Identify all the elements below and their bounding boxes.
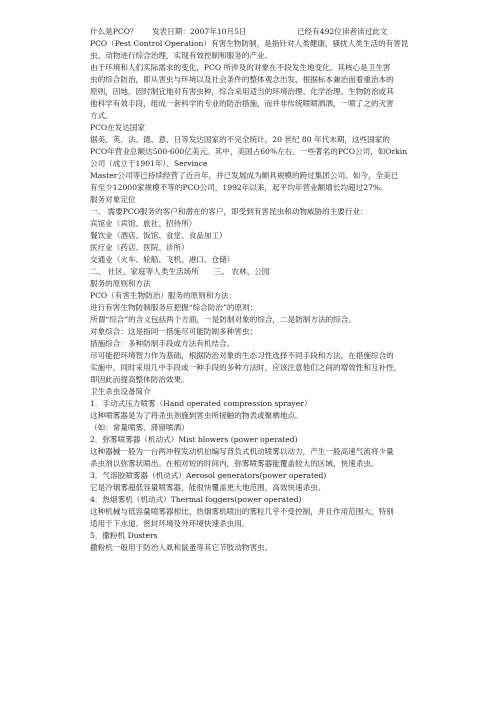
text-line: 一、 需要PCO服务的客户和潜在的客户，即受到有害昆虫和动物威胁的主要行业： [90, 207, 368, 216]
text-line: 5．撒粉机 Dusters [90, 531, 158, 540]
text-line: 进行有害生物防制服务应把握“综合防治”的原则； [90, 303, 258, 312]
text-line: 二、 社区、家庭等人类生活场所 三、 农林、公园 [90, 267, 270, 276]
text-line: 杀虫剂以弥雾状喷出。在相对短的时间内，弥雾喷雾器能覆盖较大的区域，快速杀虫。 [90, 459, 379, 468]
text-line: 即因此而提高整体防治效果。 [90, 375, 189, 384]
text-line: 由于环境和人们实际需求的变化，PCO 所涉及的对象在不段发生地变化。其核心是卫生害 [90, 63, 391, 72]
text-line: 虫的综合防治，即从害虫与环境以及社会条件的整体观念出发，根据标本兼治而着重治本的 [90, 75, 394, 84]
article-body [90, 38, 448, 554]
text-line: 交通业（火车、轮船、飞机、港口、仓储） [90, 255, 235, 264]
text-line: 尽可能把环境智力作为基础，根据防治对象的生态习性选择不同手段和方法，在措施综合的 [90, 351, 394, 360]
text-line: 宾馆业（宾馆、旅社、招待所） [90, 219, 197, 228]
text-line: 方式。 [90, 111, 113, 120]
text-line: 他科学有效手段，组成一套科学的专业的防治措施，而并非传统喷喷洒洒，一喷了之的灭害 [90, 99, 394, 108]
text-line: 对象综合：这是指同一措施尽可能防制多种害虫； [90, 327, 258, 336]
text-line: 所谓“综合”的含义包括两个方面，一是防制对象的综合，二是防制方法的综合。 [90, 315, 356, 324]
text-line: 医疗业（药店、医院、诊所） [90, 243, 189, 252]
text-line: 3．气溶胶喷雾器（机动式）Aerosol generators(power operated) [90, 471, 327, 480]
text-line: 服务对象定位 [90, 195, 136, 204]
text-line: （如：常量喷雾、滞留喷洒） [90, 423, 189, 432]
text-line: PCO年营业总额达500-600亿美元。其中，美国占60%左右。一些著名的PCO公司，如Orkin [90, 147, 408, 156]
text-line: 措施综合：多种防制手段或方法有机结合。 [90, 339, 235, 348]
text-line: PCO（有害生物防治）服务的原则和方法： [90, 291, 237, 300]
text-line: 1．手动式压力喷雾（Hand operated compression sprayer） [90, 399, 312, 408]
text-line: 撒粉机一般用于防治人虱和鼠蚤等其它节肢动物害虫。 [90, 543, 273, 552]
publish-date: 发表日期：2007年10月5日 [151, 27, 247, 36]
text-line: 据美、英、法、德、意、日等发达国家的不完全统计，20 世纪 80 年代末期，这些国家的 [90, 135, 390, 144]
text-line: 原则，因地、因时制宜地对有害虫种，综合采用适当的环境治理、化学治理、生物防治或其 [90, 87, 394, 96]
text-line: 虫、动物进行综合治理，实现有效控制和服务的产业。 [90, 51, 273, 60]
text-line: 有至少12000家规模不等的PCO公司，1992年以来，起平均年营业额增长均超过27%。 [90, 183, 388, 192]
text-line: PCO在发达国家 [90, 123, 146, 132]
article-title: 什么是PCO？ [90, 27, 138, 36]
text-line: 2．弥雾喷雾器（机动式）Mist blowers (power operated) [90, 435, 298, 444]
text-line: 这种器械一般为一台两冲程发动机伯编写背负式机动喷雾以动力，产生一般高速气流将少量 [90, 447, 394, 456]
text-line: Master公司等已持续经营了近百年，并已发展成为颇具规模的跨过集团公司。如今，全美已 [90, 171, 399, 180]
text-line: 卫生杀虫设备简介 [90, 387, 151, 396]
text-line: 它是冷烟雾超低容量喷雾器，能很快覆盖更大地范围，高效快速杀虫。 [90, 483, 326, 492]
text-line: 实施中，同时采用几中手段或一种手段的多种方法时，应该注意他们之间的增效性和互补性， [90, 363, 402, 372]
text-line: 公司（成立于1901年）、Servince [90, 159, 208, 168]
text-line: 这种机械与低容量喷雾器相比，热烟雾机喷出的雾粒几乎不受控制，并且作用范围大，特别 [90, 507, 394, 516]
text-line: 4．热烟雾机（机动式）Thermal foggers(power operated) [90, 495, 302, 504]
text-line: 餐饮业（酒店、饭馆、食堂、食品加工） [90, 231, 227, 240]
text-line: 服务的原则和方法 [90, 279, 151, 288]
visitor-count: 已经有492位读者读过此文 [296, 27, 388, 36]
text-line: 这种喷雾器是为了将杀虫剂施到害虫所接触的物表或聚栖地点。 [90, 411, 303, 420]
text-line: PCO（Pest Control Operation）有害生物防制，是指针对人类健康，骚扰人类生活的有害昆 [90, 39, 409, 48]
header-line [90, 26, 448, 38]
text-line: 适用于下水道、密封环境及外环境快速杀虫用。 [90, 519, 250, 528]
